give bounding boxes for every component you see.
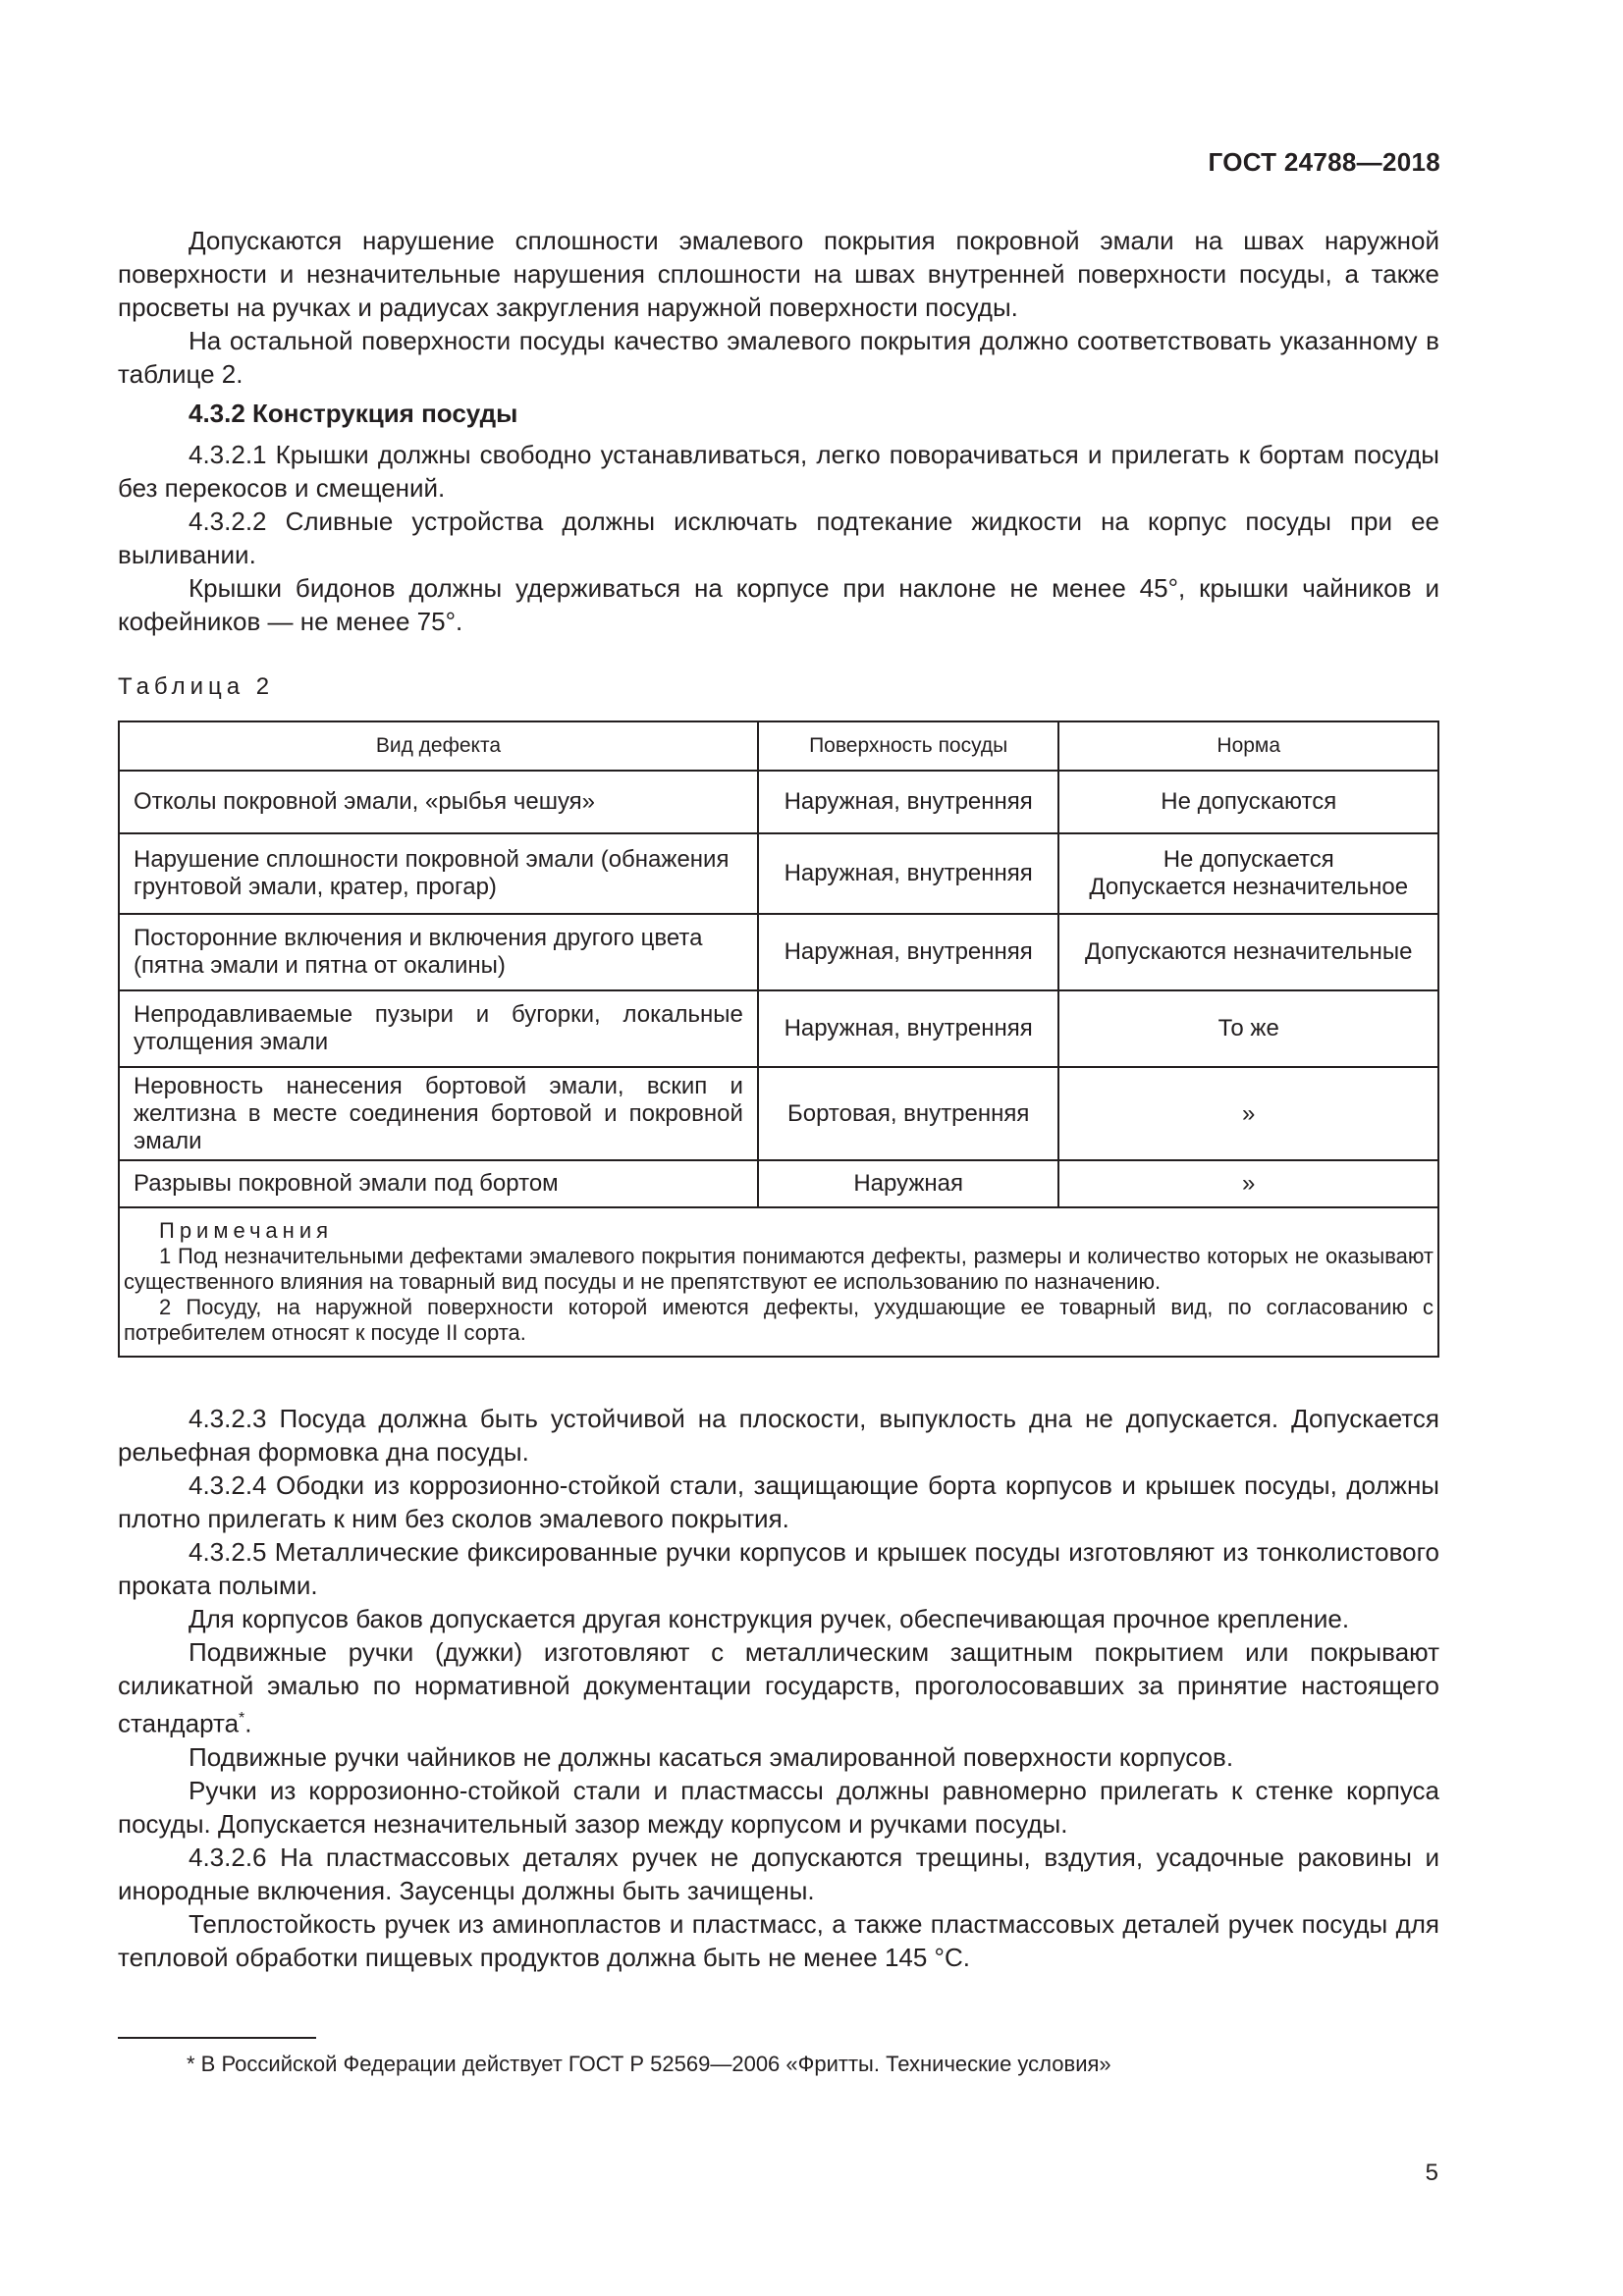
paragraph: Допускаются нарушение сплошности эмалевого покрытия покровной эмали на швах наружной поверхности и незначительные нарушения сплошности на швах внутренней поверхности посуды, а также просветы на ручках и радиусах закругления наружной поверхности посуды.	[118, 226, 1439, 322]
defect-cell	[119, 1067, 758, 1160]
norm-cell: Допускаются незначительные	[1058, 914, 1438, 990]
surface-cell: Наружная, внутренняя	[758, 771, 1059, 833]
norm-line: Не допускается	[1163, 846, 1334, 873]
table-row	[119, 771, 1438, 833]
column-header: Вид дефекта	[119, 721, 758, 771]
paragraph: 4.3.2.2 Сливные устройства должны исключать подтекание жидкости на корпус посуды при ее выливании.	[118, 507, 1439, 569]
surface-cell: Бортовая, внутренняя	[758, 1067, 1059, 1160]
table-row	[119, 990, 1438, 1067]
defect-cell: Нарушение сплошности покровной эмали (обнажения грунтовой эмали, кратер, прогар)	[119, 833, 758, 914]
column-header: Норма	[1058, 721, 1438, 771]
paragraph: Крышки бидонов должны удерживаться на корпусе при наклоне не менее 45°, крышки чайников и кофейников — не менее 75°.	[118, 573, 1439, 636]
paragraph: Подвижные ручки чайников не должны касаться эмалированной поверхности корпусов.	[189, 1741, 1234, 1772]
paragraph: На остальной поверхности посуды качество эмалевого покрытия должно соответствовать указанному в таблице 2.	[118, 326, 1439, 389]
defect-line: Непродавливаемые пузыри и бугорки, локальные	[134, 1001, 743, 1028]
defects-table	[118, 721, 1439, 1358]
paragraph: 4.3.2.1 Крышки должны свободно устанавливаться, легко поворачиваться и прилегать к бортам посуды без перекосов и смещений.	[118, 440, 1439, 503]
notes-title: Примечания	[159, 1218, 334, 1243]
paragraph: 4.3.2.5 Металлические фиксированные ручки корпусов и крышек посуды изготовляют из тонколистового проката полыми.	[118, 1537, 1439, 1600]
norm-cell: То же	[1058, 990, 1438, 1067]
table-notes	[119, 1207, 1438, 1357]
intro-section	[118, 224, 1439, 638]
column-header: Поверхность посуды	[758, 721, 1059, 771]
table-row	[119, 833, 1438, 914]
footnote: * В Российской Федерации действует ГОСТ Р 52569—2006 «Фритты. Технические условия»	[187, 2052, 1111, 2076]
table-row	[119, 1067, 1438, 1160]
document-code: ГОСТ 24788—2018	[1208, 147, 1440, 177]
paragraph	[118, 1635, 1439, 1740]
surface-cell: Наружная	[758, 1160, 1059, 1207]
table-caption: Таблица 2	[118, 673, 275, 700]
table-notes-row	[119, 1207, 1438, 1357]
section-title: 4.3.2 Конструкция посуды	[189, 399, 518, 428]
paragraph-end: .	[244, 1708, 252, 1738]
norm-cell	[1058, 833, 1438, 914]
note: 1 Под незначительными дефектами эмалевого покрытия понимаются дефекты, размеры и количество которых не оказывают существенного влияния на товарный вид посуды и не препятствуют ее использованию по назначению.	[124, 1244, 1434, 1294]
surface-cell: Наружная, внутренняя	[758, 990, 1059, 1067]
surface-cell: Наружная, внутренняя	[758, 914, 1059, 990]
table-header-row	[119, 721, 1438, 771]
paragraph: Теплостойкость ручек из аминопластов и пластмасс, а также пластмассовых деталей ручек посуды для тепловой обработки пищевых продуктов должна быть не менее 145 °С.	[118, 1908, 1439, 1972]
norm-cell: »	[1058, 1160, 1438, 1207]
norm-cell: »	[1058, 1067, 1438, 1160]
defect-cell: Отколы покровной эмали, «рыбья чешуя»	[119, 771, 758, 833]
paragraph: Для корпусов баков допускается другая конструкция ручек, обеспечивающая прочное крепление.	[189, 1604, 1350, 1633]
footnote-separator	[118, 2037, 316, 2039]
paragraph: Ручки из коррозионно-стойкой стали и пластмассы должны равномерно прилегать к стенке корпуса посуды. Допускается незначительный зазор между корпусом и ручками посуды.	[118, 1775, 1439, 1839]
page-number: 5	[1425, 2160, 1438, 2186]
table-row	[119, 1160, 1438, 1207]
footnote-mark[interactable]: *	[239, 1710, 245, 1727]
defect-line: утолщения эмали	[134, 1029, 329, 1055]
paragraph: 4.3.2.6 На пластмассовых деталях ручек не допускаются трещины, вздутия, усадочные раковины и инородные включения. Заусенцы должны быть зачищены.	[118, 1842, 1439, 1905]
note: 2 Посуду, на наружной поверхности которой имеются дефекты, ухудшающие ее товарный вид, по согласованию с потребителем относят к посуде II сорта.	[124, 1295, 1434, 1345]
norm-line: Допускается незначительное	[1089, 874, 1409, 900]
paragraph: 4.3.2.4 Ободки из коррозионно-стойкой стали, защищающие борта корпусов и крышек посуды, должны плотно прилегать к ним без сколов эмалевого покрытия.	[118, 1470, 1439, 1533]
defect-line: эмали	[134, 1127, 202, 1154]
defect-cell	[119, 990, 758, 1067]
table-row	[119, 914, 1438, 990]
defect-line: желтизна в месте соединения бортовой и покровной	[134, 1099, 743, 1127]
surface-cell: Наружная, внутренняя	[758, 833, 1059, 914]
paragraph: 4.3.2.3 Посуда должна быть устойчивой на плоскости, выпуклость дна не допускается. Допускается рельефная формовка дна посуды.	[118, 1404, 1439, 1467]
construction-section	[118, 1402, 1439, 1974]
defect-line: Неровность нанесения бортовой эмали, вскип и	[134, 1072, 743, 1099]
norm-cell: Не допускаются	[1058, 771, 1438, 833]
paragraph-text: Подвижные ручки (дужки) изготовляют с металлическим защитным покрытием или покрывают силикатной эмалью по нормативной документации государств, проголосовавших за принятие настоящего стандарта	[118, 1637, 1439, 1738]
defect-cell: Посторонние включения и включения другого цвета (пятна эмали и пятна от окалины)	[119, 914, 758, 990]
defect-cell: Разрывы покровной эмали под бортом	[119, 1160, 758, 1207]
